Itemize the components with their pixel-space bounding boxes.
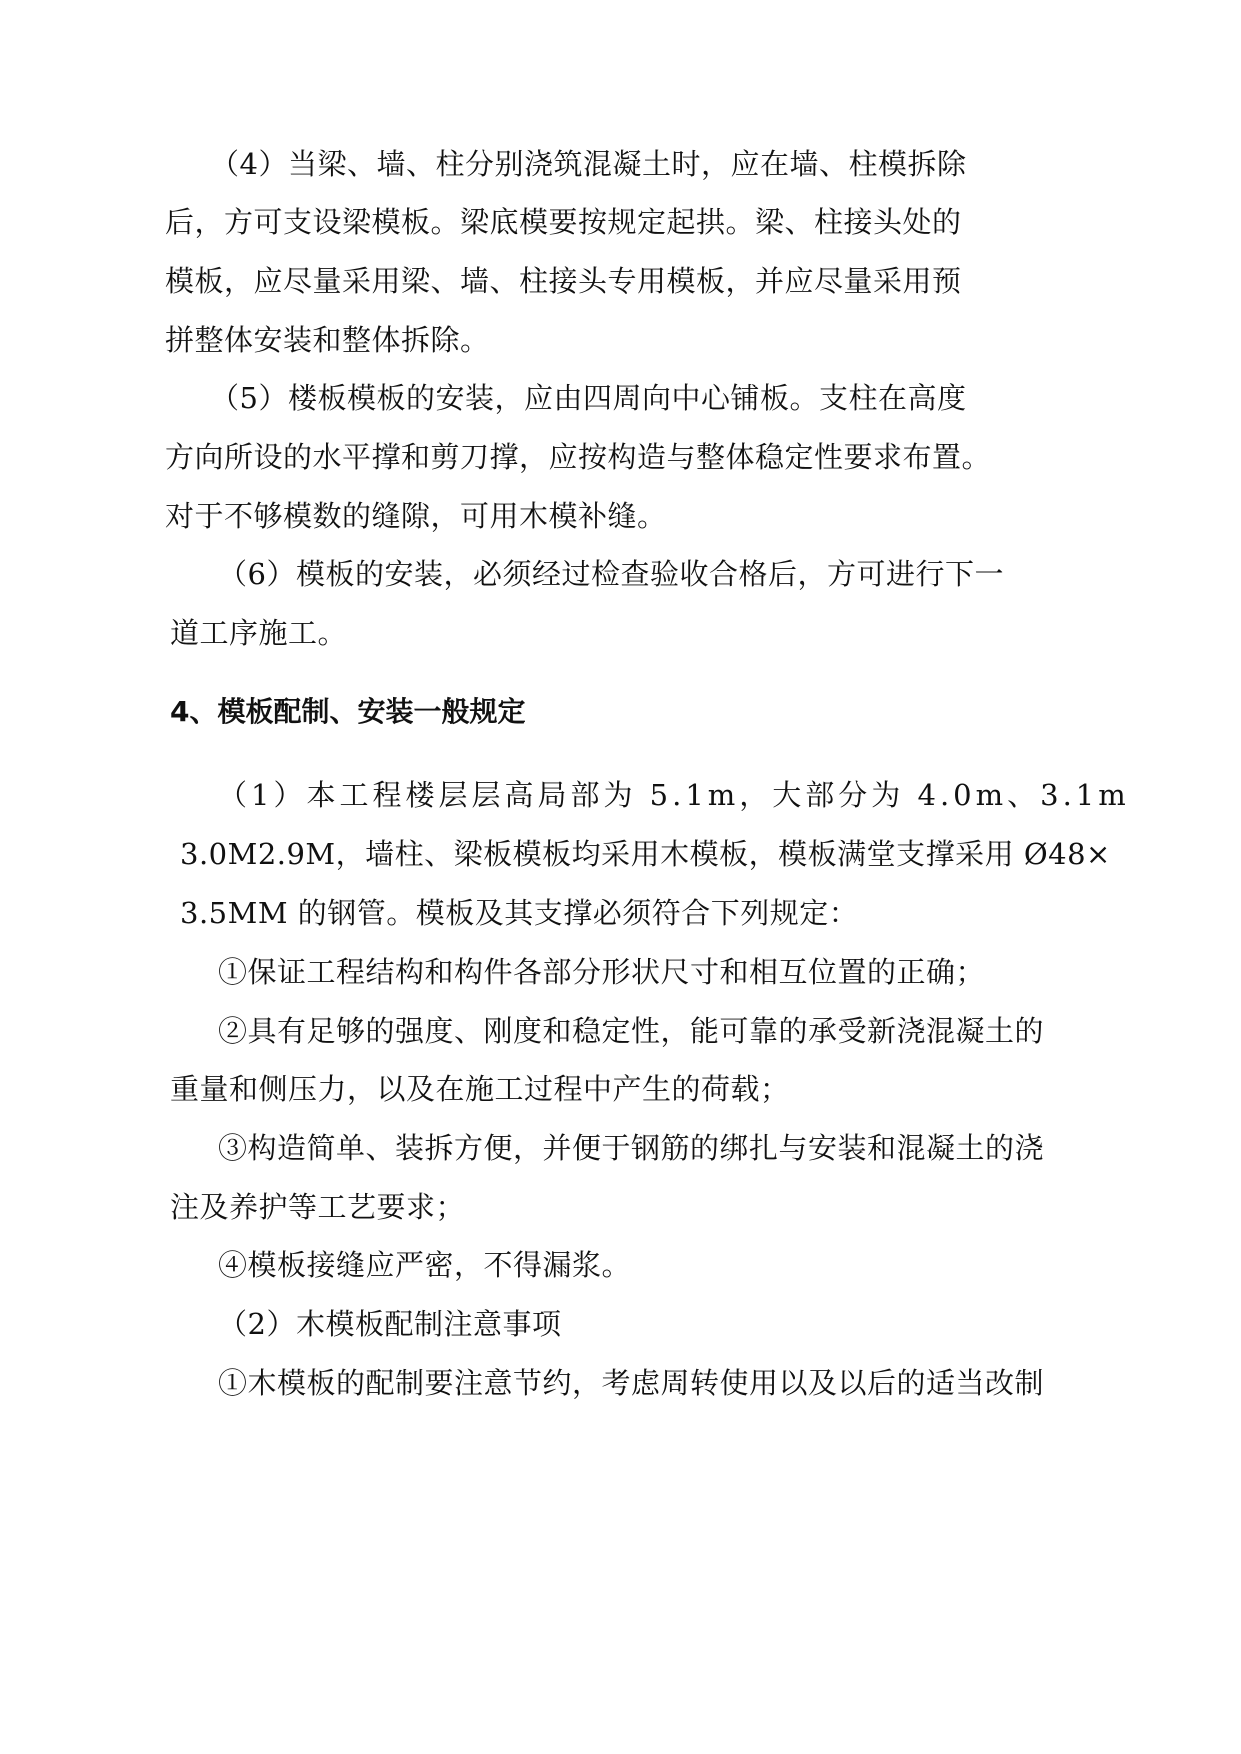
paragraph-4-line-2: 后，方可支设梁模板。梁底模要按规定起拱。梁、柱接头处的 — [165, 205, 962, 239]
paragraph-6-line-1: （6）模板的安装，必须经过检查验收合格后，方可进行下一 — [218, 557, 1004, 591]
requirement-2-line-2: 重量和侧压力，以及在施工过程中产生的荷载； — [170, 1072, 790, 1106]
paragraph-5-line-2: 方向所设的水平撑和剪刀撑，应按构造与整体稳定性要求布置。 — [165, 440, 992, 474]
section-heading: 4、模板配制、安装一般规定 — [170, 695, 526, 728]
requirement-1: ①保证工程结构和构件各部分形状尺寸和相互位置的正确； — [218, 955, 986, 989]
requirement-2-line-1: ②具有足够的强度、刚度和稳定性，能可靠的承受新浇混凝土的 — [218, 1014, 1045, 1048]
item-1-line-2: 3.0M2.9M，墙柱、梁板模板均采用木模板，模板满堂支撑采用 Ø48× — [180, 837, 1111, 871]
item-1-line-3: 3.5MM 的钢管。模板及其支撑必须符合下列规定： — [180, 896, 859, 930]
requirement-3-line-2: 注及养护等工艺要求； — [170, 1190, 466, 1224]
paragraph-5-line-1: （5）楼板模板的安装，应由四周向中心铺板。支柱在高度 — [210, 381, 967, 415]
item-1-line-1: （1）本工程楼层层高局部为 5.1m，大部分为 4.0m、3.1m — [218, 778, 1130, 812]
paragraph-6-line-2: 道工序施工。 — [170, 616, 348, 650]
note-1: ①木模板的配制要注意节约，考虑周转使用以及以后的适当改制 — [218, 1366, 1045, 1400]
paragraph-4-line-1: （4）当梁、墙、柱分别浇筑混凝土时，应在墙、柱模拆除 — [210, 147, 967, 181]
paragraph-4-line-3: 模板，应尽量采用梁、墙、柱接头专用模板，并应尽量采用预 — [165, 264, 962, 298]
paragraph-4-line-4: 拼整体安装和整体拆除。 — [165, 323, 490, 357]
item-2: （2）木模板配制注意事项 — [218, 1307, 562, 1341]
requirement-4: ④模板接缝应严密，不得漏浆。 — [218, 1248, 632, 1282]
requirement-3-line-1: ③构造简单、装拆方便，并便于钢筋的绑扎与安装和混凝土的浇 — [218, 1131, 1045, 1165]
paragraph-5-line-3: 对于不够模数的缝隙，可用木模补缝。 — [165, 499, 667, 533]
